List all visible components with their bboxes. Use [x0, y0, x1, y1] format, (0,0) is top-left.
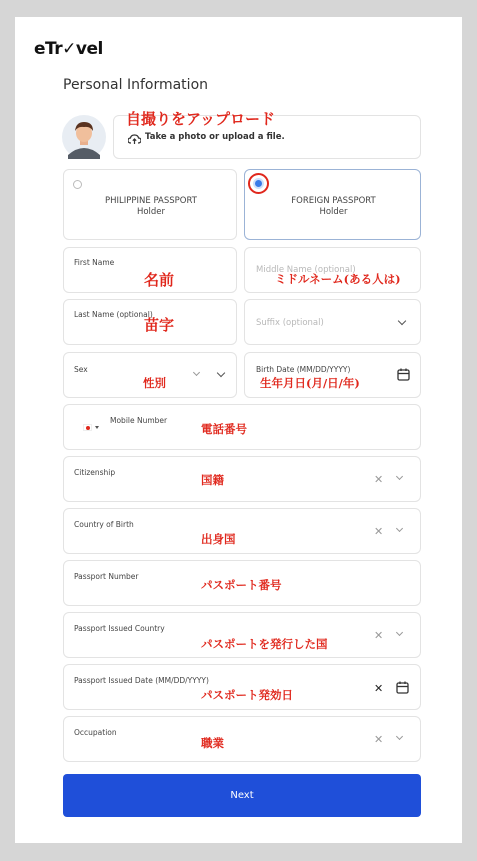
upload-label: Take a photo or upload a file.: [145, 132, 285, 142]
foreign-passport-label: FOREIGN PASSPORT: [291, 196, 376, 206]
birth-date-label: Birth Date (MM/DD/YYYY): [256, 365, 351, 374]
clear-icon[interactable]: ✕: [374, 629, 384, 642]
radio-unselected[interactable]: [73, 180, 82, 189]
citizenship-label: Citizenship: [74, 468, 116, 477]
occupation-label: Occupation: [74, 728, 117, 737]
chevron-down-icon[interactable]: [398, 317, 406, 325]
etravel-logo: eTr✓vel: [34, 39, 103, 59]
calendar-icon[interactable]: [396, 681, 409, 694]
clear-icon[interactable]: ✕: [374, 733, 384, 746]
country-of-birth-label: Country of Birth: [74, 520, 134, 529]
birth-date-annotation: 生年月日(月/日/年): [260, 376, 360, 390]
country-of-birth-select[interactable]: [63, 508, 421, 554]
occupation-annotation: 職業: [201, 736, 224, 750]
avatar[interactable]: [62, 115, 106, 159]
passport-issued-date-label: Passport Issued Date (MM/DD/YYYY): [74, 676, 209, 685]
middle-name-placeholder: Middle Name (optional): [256, 265, 356, 275]
philippine-passport-label: PHILIPPINE PASSPORT: [105, 196, 197, 206]
chevron-down-icon[interactable]: [396, 733, 403, 740]
suffix-select[interactable]: [244, 299, 421, 345]
passport-issued-date-annotation: パスポート発効日: [201, 688, 293, 702]
citizenship-select[interactable]: [63, 456, 421, 502]
next-button[interactable]: Next: [63, 774, 421, 817]
chevron-down-icon[interactable]: [396, 473, 403, 480]
sex-label: Sex: [74, 365, 88, 374]
suffix-placeholder: Suffix (optional): [256, 318, 324, 328]
passport-number-label: Passport Number: [74, 572, 139, 581]
form-card: [15, 17, 462, 843]
flag-icon[interactable]: [83, 424, 92, 431]
last-name-label: Last Name (optional): [74, 310, 153, 319]
philippine-passport-sub: Holder: [136, 207, 166, 217]
philippine-passport-option[interactable]: [63, 169, 237, 240]
mobile-annotation: 電話番号: [201, 422, 247, 436]
clear-icon[interactable]: ✕: [374, 682, 384, 695]
person-avatar-icon: [62, 115, 106, 159]
middle-name-annotation: ミドルネーム(ある人は): [275, 272, 401, 286]
passport-issued-country-annotation: パスポートを発行した国: [201, 637, 328, 651]
foreign-passport-sub: Holder: [319, 207, 348, 217]
clear-icon[interactable]: ✕: [374, 473, 384, 486]
radio-selected[interactable]: [248, 173, 269, 194]
selfie-annotation: 自撮りをアップロード: [126, 110, 275, 128]
passport-issued-country-label: Passport Issued Country: [74, 624, 165, 633]
calendar-icon[interactable]: [397, 368, 410, 381]
chevron-down-icon[interactable]: [396, 525, 403, 532]
chevron-down-icon[interactable]: [396, 629, 403, 636]
camera-upload-icon: [128, 134, 141, 145]
caret-down-icon[interactable]: [95, 426, 99, 429]
country-of-birth-annotation: 出身国: [201, 532, 236, 546]
passport-number-annotation: パスポート番号: [201, 578, 282, 592]
chevron-down-icon: [193, 369, 200, 376]
mobile-number-label: Mobile Number: [110, 416, 168, 425]
first-name-annotation: 名前: [144, 271, 175, 289]
clear-icon[interactable]: ✕: [374, 525, 384, 538]
page-title: Personal Information: [63, 77, 209, 93]
last-name-annotation: 苗字: [144, 316, 175, 334]
chevron-down-icon[interactable]: [217, 369, 225, 377]
occupation-select[interactable]: [63, 716, 421, 762]
first-name-label: First Name: [74, 258, 115, 267]
sex-annotation: 性別: [143, 376, 166, 390]
citizenship-annotation: 国籍: [201, 473, 224, 487]
foreign-passport-option[interactable]: [244, 169, 421, 240]
